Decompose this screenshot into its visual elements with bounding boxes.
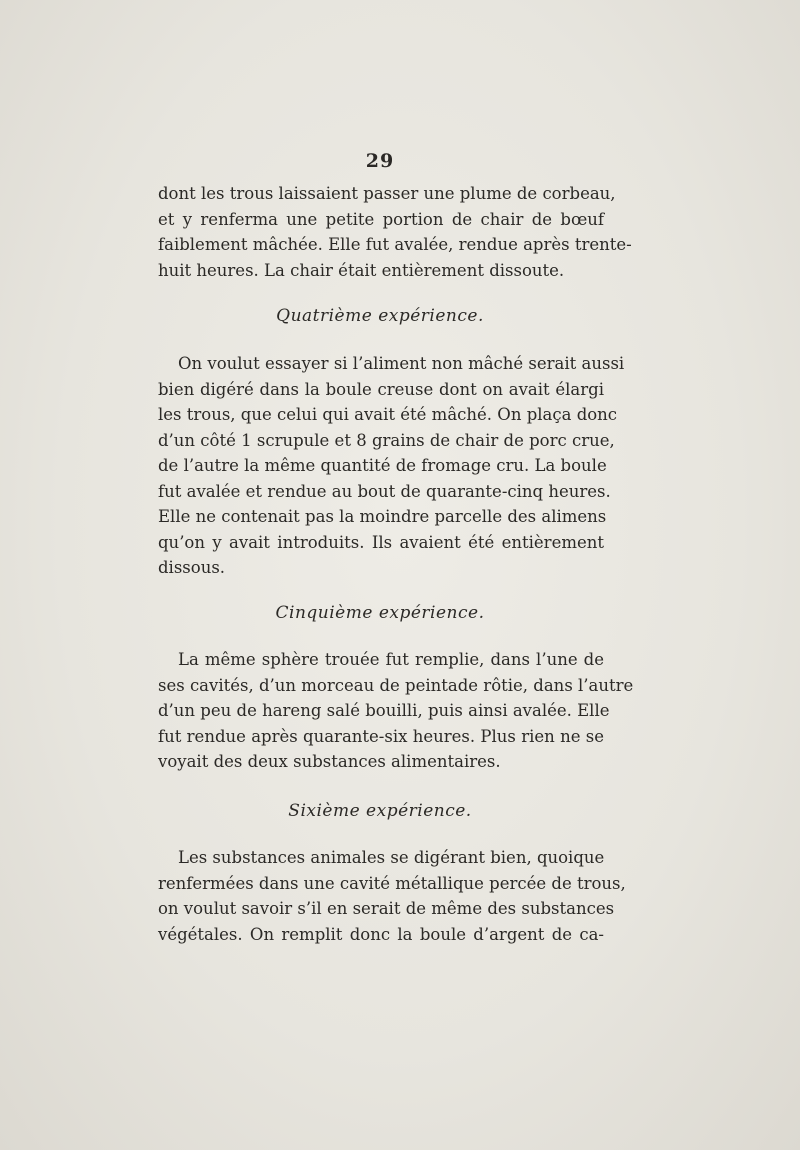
section-heading-sixieme: Sixième expérience. bbox=[288, 801, 472, 821]
text-line: dont les trous laissaient passer une plume de corbeau, bbox=[158, 184, 616, 203]
text-line: dissous. bbox=[158, 558, 226, 577]
text-line: fut avalée et rendue au bout de quarante-cinq heures. bbox=[158, 481, 611, 501]
text-line: d’un côté 1 scrupule et 8 grains de chair de porc crue, bbox=[158, 430, 615, 450]
text-line: et y renferma une petite portion de chair de bœuf bbox=[158, 209, 604, 229]
text-line: huit heures. La chair était entièrement dissoute. bbox=[158, 260, 565, 280]
text-line: végétales. On remplit donc la boule d’argent de ca- bbox=[158, 924, 604, 944]
text-line: La même sphère trouée fut remplie, dans l’une de bbox=[178, 650, 604, 669]
section-heading-cinquieme: Cinquième expérience. bbox=[275, 603, 485, 623]
paragraph-1 bbox=[158, 181, 632, 283]
text-line: de l’autre la même quantité de fromage cru. La boule bbox=[158, 456, 607, 475]
text-line: qu’on y avait introduits. Ils avaient été entièrement bbox=[158, 532, 604, 552]
page-number: 29 bbox=[365, 150, 395, 172]
text-line: faiblement mâchée. Elle fut avalée, rendue après trente- bbox=[158, 235, 632, 254]
text-line: On voulut essayer si l’aliment non mâché serait aussi bbox=[178, 354, 625, 373]
text-line: on voulut savoir s’il en serait de même des substances bbox=[158, 899, 615, 918]
section-heading-quatrieme: Quatrième expérience. bbox=[276, 306, 484, 326]
paragraph-4 bbox=[158, 845, 626, 947]
text-line: Elle ne contenait pas la moindre parcelle des alimens bbox=[158, 507, 607, 526]
text-line: bien digéré dans la boule creuse dont on avait élargi bbox=[158, 379, 604, 399]
text-line: ses cavités, d’un morceau de peintade rôtie, dans l’autre bbox=[158, 675, 634, 695]
text-line: les trous, que celui qui avait été mâché. On plaça donc bbox=[158, 405, 618, 424]
paragraph-3 bbox=[158, 647, 634, 775]
text-line: fut rendue après quarante-six heures. Plus rien ne se bbox=[158, 726, 604, 746]
paragraph-2 bbox=[158, 351, 625, 581]
text-line: renfermées dans une cavité métallique percée de trous, bbox=[158, 873, 626, 893]
text-line: voyait des deux substances alimentaires. bbox=[158, 752, 501, 771]
text-line: d’un peu de hareng salé bouilli, puis ainsi avalée. Elle bbox=[158, 701, 610, 720]
text-line: Les substances animales se digérant bien, quoique bbox=[178, 848, 605, 867]
